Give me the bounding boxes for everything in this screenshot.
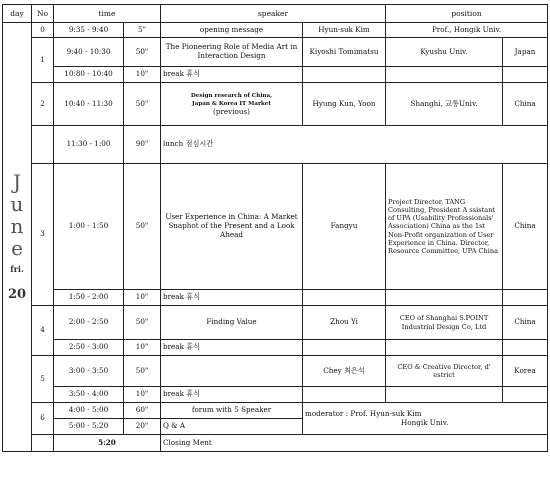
table-row xyxy=(3,435,548,452)
moderator-name: moderator : Prof. Hyun-suk Kim xyxy=(305,408,422,418)
session-no: 4 xyxy=(32,306,54,356)
session-title: Closing Ment xyxy=(161,435,548,452)
session-no: 2 xyxy=(32,83,54,126)
session-title xyxy=(161,356,303,387)
time-range: 5:20 xyxy=(54,435,161,452)
time-range: 1:00 - 1:50 xyxy=(54,164,124,290)
header-day: day xyxy=(3,5,32,23)
speaker-position: Kyushu Univ. xyxy=(386,38,503,67)
time-range: 3:50 - 4:00 xyxy=(54,387,124,403)
time-range: 10:80 - 10:40 xyxy=(54,67,124,83)
speaker-position: Prof., Hongik Univ. xyxy=(386,23,548,38)
session-title: Finding Value xyxy=(161,306,303,340)
time-range: 2:50 - 3:00 xyxy=(54,340,124,356)
duration: 20" xyxy=(124,419,161,435)
table-row xyxy=(3,306,548,340)
session-title: break 휴식 xyxy=(161,340,303,356)
speaker-country: Korea xyxy=(503,356,548,387)
empty-cell xyxy=(303,290,386,306)
speaker-country: China xyxy=(503,83,548,126)
speaker-position: Project Director, TANG Consulting, President A ssistant of UPA (Usability Professionals' Association) China as the 1st Non-Profit organization of User Experience in China. Director, Resource Committee, UPA China xyxy=(386,164,503,290)
time-range: 9:35 - 9:40 xyxy=(54,23,124,38)
table-row xyxy=(3,164,548,290)
duration: 60" xyxy=(124,403,161,419)
session-title: opening message xyxy=(161,23,303,38)
duration: 50" xyxy=(124,356,161,387)
moderator-cell xyxy=(303,403,548,435)
day-cell xyxy=(3,23,32,452)
moderator-affiliation: Hongik Univ. xyxy=(401,417,449,427)
session-no: 5 xyxy=(32,356,54,403)
speaker-name: Hyung Kun, Yoon xyxy=(303,83,386,126)
header-row xyxy=(3,5,548,23)
speaker-country: China xyxy=(503,164,548,290)
speaker-position: CEO of Shanghai S.POINT Industrial Design Co, Ltd xyxy=(386,306,503,340)
session-title: Design research of China, Japan & Korea IT Market (previous) xyxy=(161,83,303,126)
time-range: 4:00 - 5:00 xyxy=(54,403,124,419)
speaker-position: CEO & Creative Director, d' estrict xyxy=(386,356,503,387)
table-row xyxy=(3,126,548,164)
empty-cell xyxy=(386,290,503,306)
table-row xyxy=(3,356,548,387)
weekday-label: fri. xyxy=(10,264,24,275)
empty-cell xyxy=(386,340,503,356)
empty-cell xyxy=(386,387,503,403)
table-row xyxy=(3,403,548,419)
speaker-name: Hyun-suk Kim xyxy=(303,23,386,38)
speaker-position: Shanghi, 교통Univ. xyxy=(386,83,503,126)
speaker-name: Fangyu xyxy=(303,164,386,290)
date-number: 20 xyxy=(7,286,27,302)
duration: 10" xyxy=(124,290,161,306)
table-row xyxy=(3,83,548,126)
speaker-country: Japan xyxy=(503,38,548,67)
session-title: break 휴식 xyxy=(161,290,303,306)
header-speaker: speaker xyxy=(161,5,386,23)
session-no: 1 xyxy=(32,38,54,83)
empty-cell xyxy=(503,67,548,83)
session-title: forum with 5 Speaker xyxy=(161,403,303,419)
time-range: 1:50 - 2:00 xyxy=(54,290,124,306)
empty-cell xyxy=(32,435,54,452)
header-no: No xyxy=(32,5,54,23)
empty-cell xyxy=(503,387,548,403)
session-title: break 휴식 xyxy=(161,387,303,403)
session-no: 6 xyxy=(32,403,54,435)
table-row xyxy=(3,23,548,38)
time-range: 10:40 - 11:30 xyxy=(54,83,124,126)
table-row xyxy=(3,67,548,83)
session-title: lunch 점심시간 xyxy=(161,126,548,164)
time-range: 9:40 - 10:30 xyxy=(54,38,124,67)
duration: 10" xyxy=(124,67,161,83)
session-title: The Pioneering Role of Media Art in Interaction Design xyxy=(161,38,303,67)
empty-cell xyxy=(386,67,503,83)
time-range: 11:30 - 1:00 xyxy=(54,126,124,164)
empty-cell xyxy=(503,290,548,306)
speaker-name: Chey 최은석 xyxy=(303,356,386,387)
session-no: 3 xyxy=(32,164,54,306)
duration: 10" xyxy=(124,387,161,403)
month-label: J u n e xyxy=(10,170,24,261)
schedule-table xyxy=(2,4,548,452)
header-time: time xyxy=(54,5,161,23)
speaker-name: Zhou Yi xyxy=(303,306,386,340)
header-position: position xyxy=(386,5,548,23)
session-no: 0 xyxy=(32,23,54,38)
empty-cell xyxy=(303,340,386,356)
time-range: 5:00 - 5:20 xyxy=(54,419,124,435)
session-title: User Experience in China: A Market Snaphot of the Present and a Look Ahead xyxy=(161,164,303,290)
table-row xyxy=(3,340,548,356)
duration: 50" xyxy=(124,38,161,67)
duration: 10" xyxy=(124,340,161,356)
time-range: 2:00 - 2:50 xyxy=(54,306,124,340)
duration: 50" xyxy=(124,306,161,340)
table-row xyxy=(3,38,548,67)
speaker-country: China xyxy=(503,306,548,340)
empty-cell xyxy=(303,387,386,403)
duration: 50" xyxy=(124,164,161,290)
duration: 5" xyxy=(124,23,161,38)
duration: 90" xyxy=(124,126,161,164)
session-title: break 휴식 xyxy=(161,67,303,83)
session-title: Q & A xyxy=(161,419,303,435)
table-row xyxy=(3,290,548,306)
empty-cell xyxy=(503,340,548,356)
empty-cell xyxy=(32,126,54,164)
empty-cell xyxy=(303,67,386,83)
speaker-name: Kiyoshi Tomimatsu xyxy=(303,38,386,67)
time-range: 3:00 - 3:50 xyxy=(54,356,124,387)
duration: 50" xyxy=(124,83,161,126)
table-row xyxy=(3,387,548,403)
